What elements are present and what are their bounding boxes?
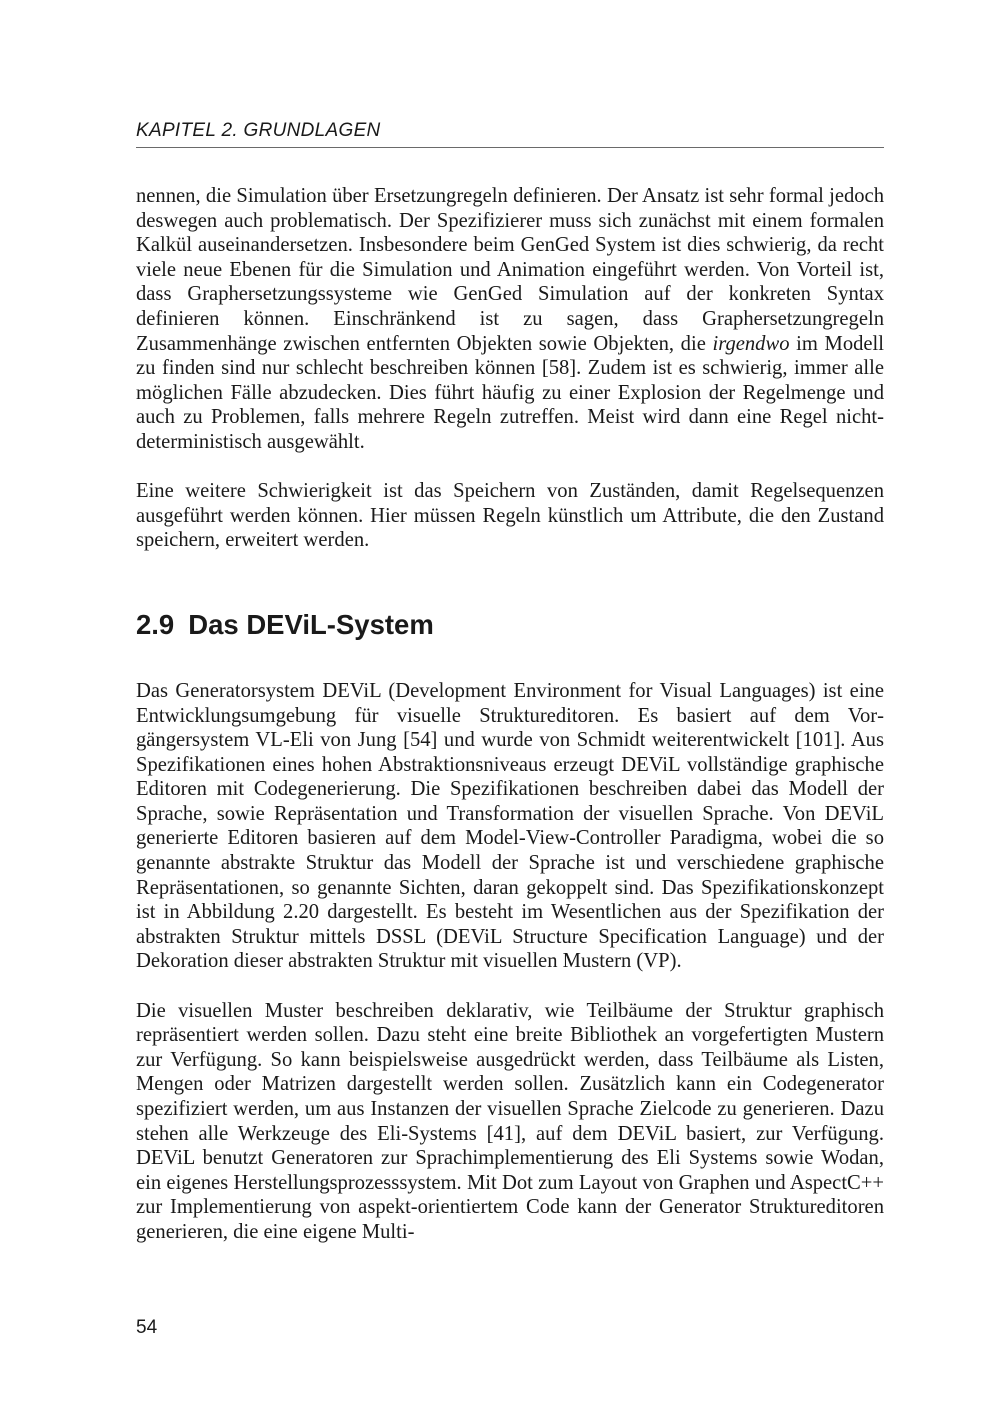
running-header: KAPITEL 2. GRUNDLAGEN <box>136 120 884 148</box>
body-paragraph: Das Generatorsystem DEViL (Development Environment for Visual Languages) ist eine Entwicklungsumgebung für visuelle Struktureditoren. Es basiert auf dem Vorgängersystem VL-Eli von Jung [54] und wurde von Schmidt weiterentwickelt [101]. Aus Spezifikationen eines hohen Abstraktionsniveaus erzeugt DEViL vollständige graphische Editoren mit Codegenerierung. Die Spezifikationen beschreiben dabei das Modell der Sprache, sowie Repräsentation und Transformation der visuellen Sprache. Von DEViL generierte Editoren basieren auf dem Model-View-Controller Paradigma, wobei die so genannte abstrakte Struktur das Modell der Sprache ist und verschiedene graphische Repräsentationen, so genannte Sichten, daran gekoppelt sind. Das Spezifikationskonzept ist in Abbildung 2.20 dargestellt. Es besteht im Wesentlichen aus der Spezifikation der abstrakten Struktur mittels DSSL (DEViL Structure Specification Language) und der Dekoration dieser abstrakten Struktur mit visuellen Mustern (VP). <box>136 679 884 973</box>
body-paragraph: Die visuellen Muster beschreiben deklarativ, wie Teilbäume der Struktur graphisch repräsentiert werden sollen. Dazu steht eine breite Bibliothek an vorgefertigten Mustern zur Verfügung. So kann beispielsweise ausgedrückt werden, dass Teilbäume als Listen, Mengen oder Matrizen dargestellt werden sollen. Zusätzlich kann ein Codegenerator spezifiziert werden, um aus Instanzen der visuellen Sprache Zielcode zu generieren. Dazu stehen alle Werkzeuge des Eli-Systems [41], auf dem DEViL basiert, zur Verfügung. DEViL benutzt Generatoren zur Sprachimplementierung des Eli Systems sowie Wodan, ein eigenes Herstellungsprozesssystem. Mit Dot zum Layout von Graphen und AspectC++ zur Implementierung von aspekt-orientiertem Code kann der Generator Struktureditoren generieren, die eine eigene Multi- <box>136 999 884 1243</box>
section-heading <box>136 609 884 641</box>
page-body <box>136 184 884 1245</box>
section-number: 2.9 <box>136 608 175 640</box>
section-title: Das DEViL-System <box>188 608 434 640</box>
body-paragraph: Eine weitere Schwierigkeit ist das Speichern von Zuständen, damit Regelsequenzen ausgeführt werden können. Hier müssen Regeln künstlich um Attribute, die den Zustand speichern, erweitert werden. <box>136 480 884 552</box>
body-paragraph: nennen, die Simulation über Ersetzungregeln definieren. Der Ansatz ist sehr formal jedoch deswegen auch problematisch. Der Spezifizierer muss sich zunächst mit einem formalen Kalkül auseinandersetzen. Insbesondere beim GenGed System ist dies schwierig, da recht viele neue Ebenen für die Simulation und Animation eingeführt werden. Von Vorteil ist, dass Graphersetzungssysteme wie GenGed Simulation auf der konkreten Syntax definieren können. Einschränkend ist zu sagen, dass Graphersetzungregeln Zusammenhänge zwischen entfernten Objekten sowie Objekten, die irgendwo im Modell zu finden sind nur schlecht beschreiben können [58]. Zudem ist es schwierig, immer alle möglichen Fälle abzudecken. Dies führt häufig zu einer Explosion der Regelmenge und auch zu Problemen, falls mehrere Regeln zutreffen. Meist wird dann eine Regel nicht-deterministisch ausgewählt. <box>136 185 884 453</box>
page-number: 54 <box>136 1317 158 1338</box>
emphasis: irgendwo <box>712 332 790 355</box>
